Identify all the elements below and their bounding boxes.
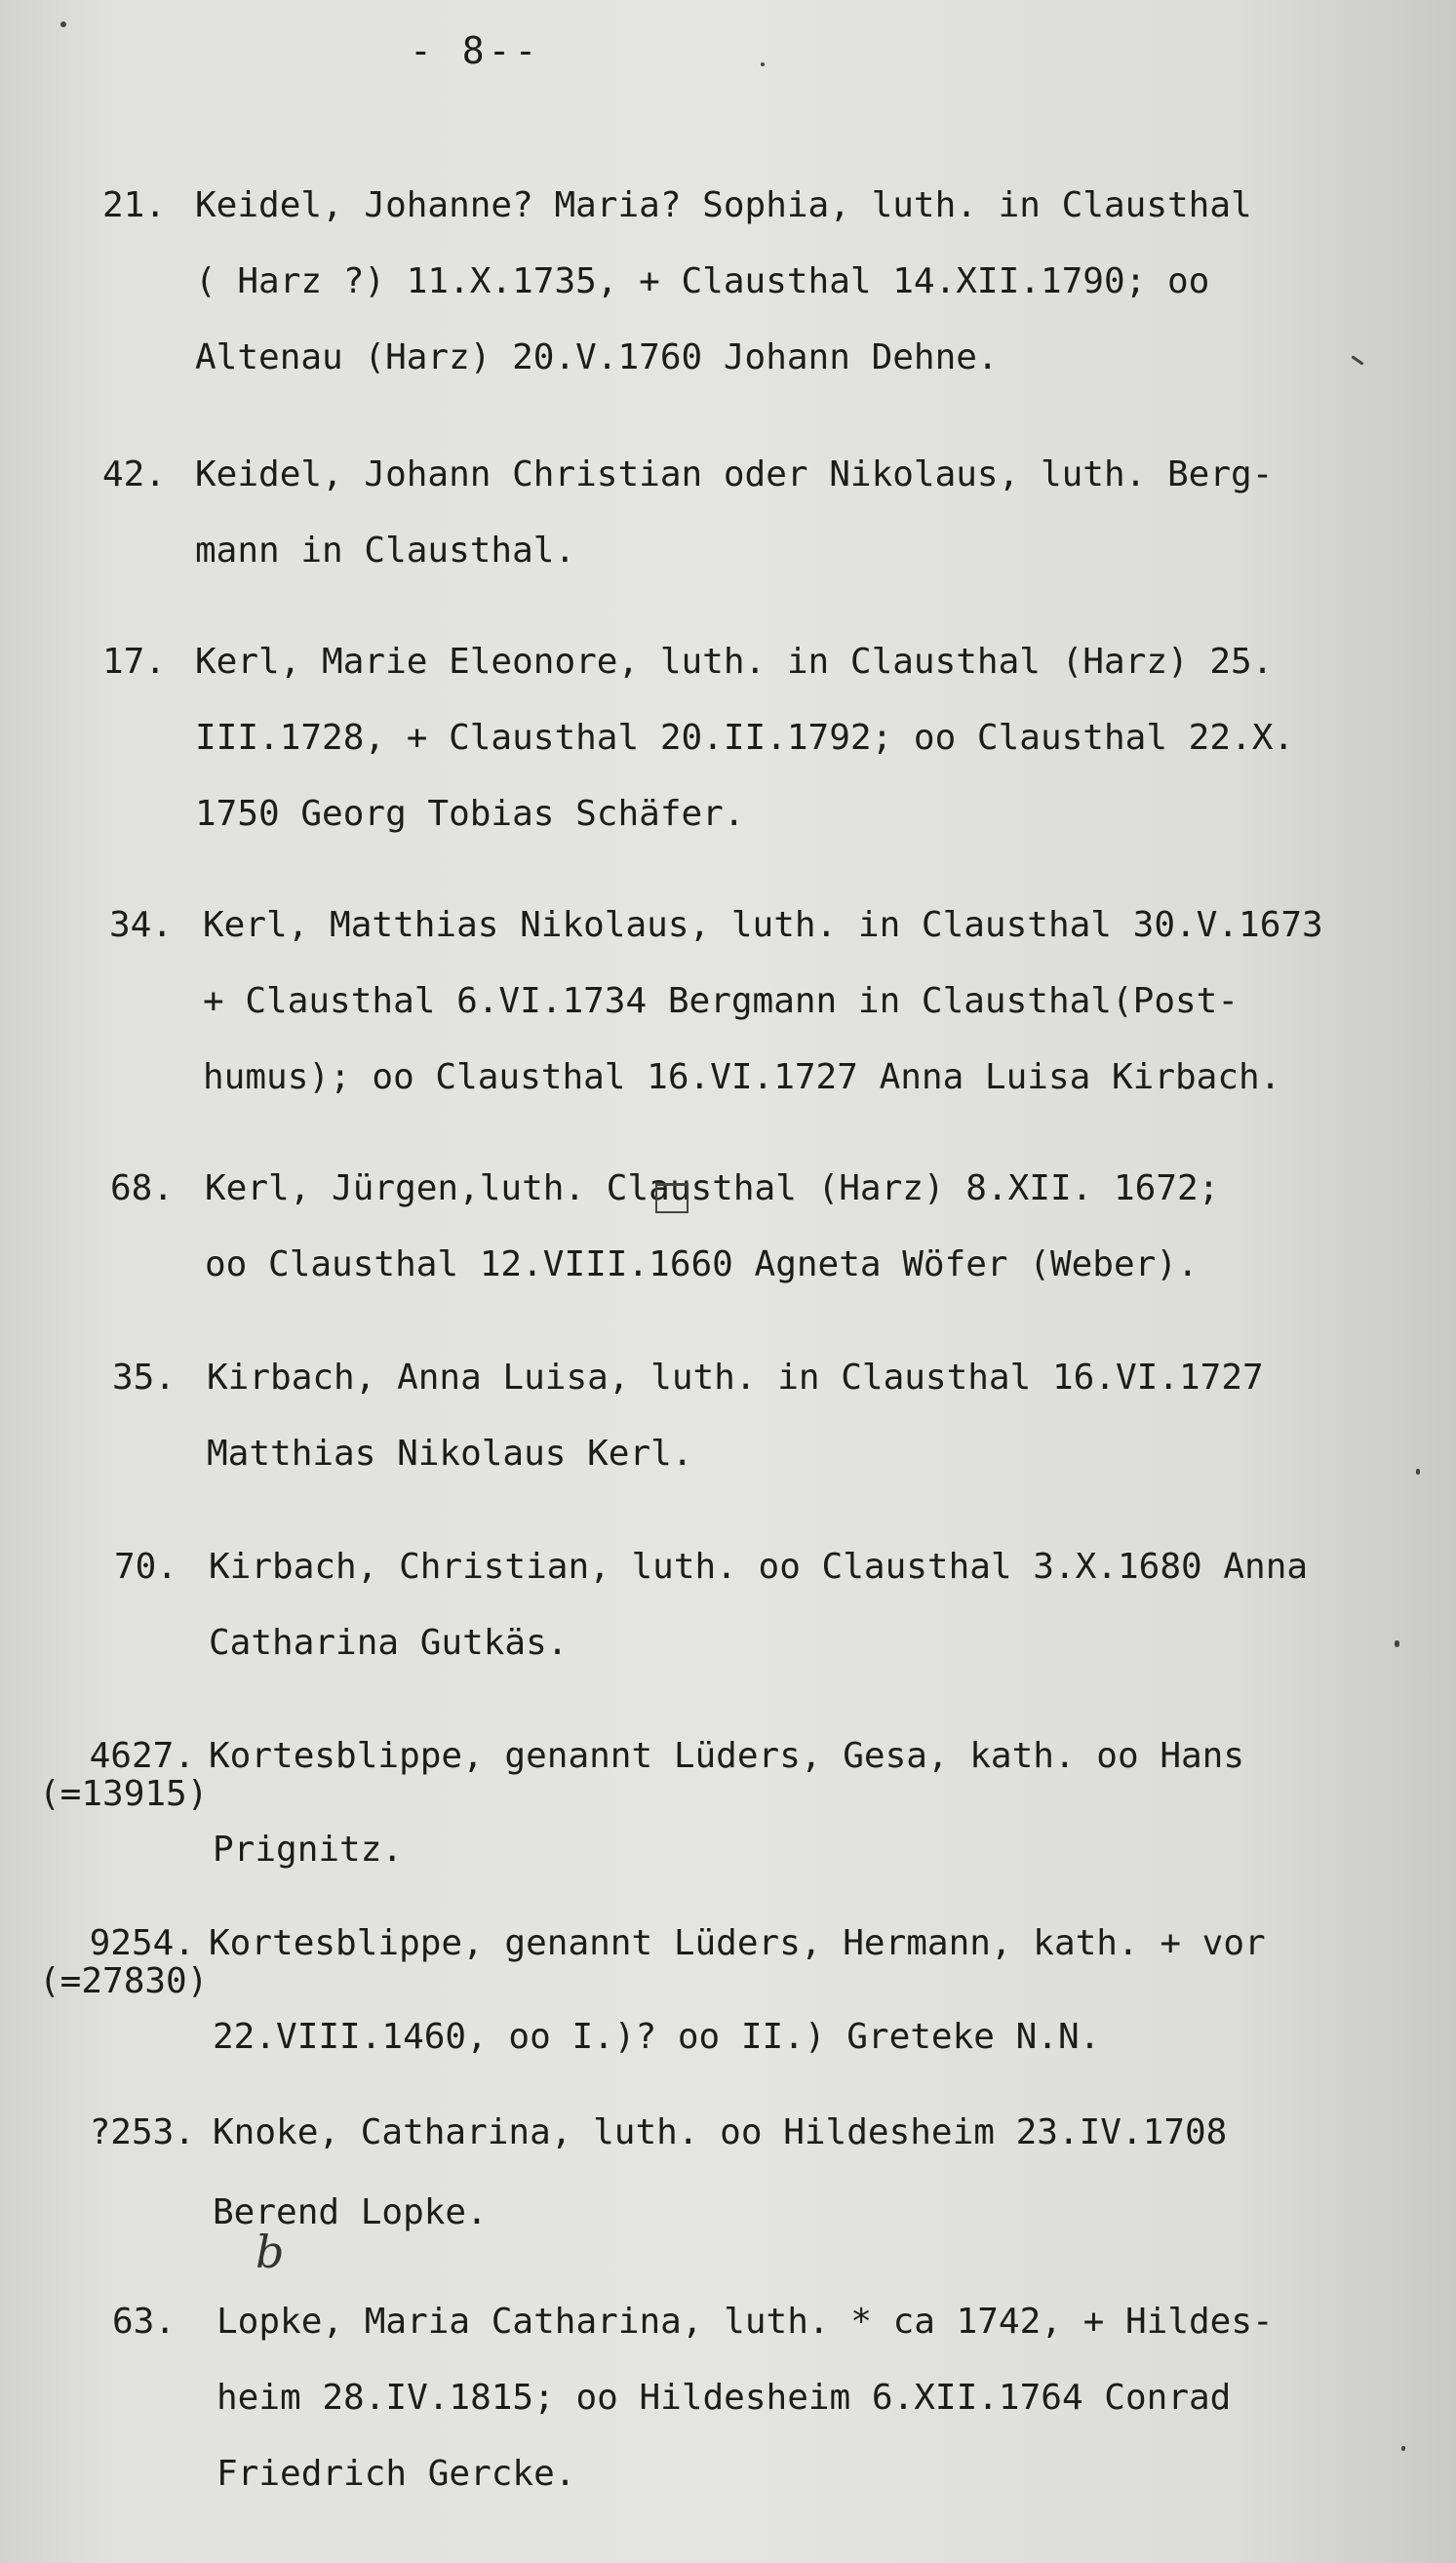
entry-line: humus); oo Clausthal 16.VI.1727 Anna Luisa Kirbach.	[203, 1057, 1281, 1097]
entry-line: Matthias Nikolaus Kerl.	[207, 1434, 693, 1474]
entry-number: 9254.	[89, 1923, 195, 1963]
speck-mark	[60, 21, 66, 27]
speck-mark	[1401, 2446, 1405, 2451]
entry-line: Keidel, Johann Christian oder Nikolaus, luth. Berg-	[195, 454, 1274, 494]
entry-line: Knoke, Catharina, luth. oo Hildesheim 23.IV.1708	[213, 2112, 1228, 2152]
entry-line: Kortesblippe, genannt Lüders, Hermann, kath. + vor	[209, 1923, 1266, 1963]
entry-line: Berend Lopke.	[213, 2192, 488, 2232]
square-symbol-icon	[655, 1183, 689, 1213]
entry-line: Keidel, Johanne? Maria? Sophia, luth. in Clausthal	[195, 185, 1252, 225]
entry-line: mann in Clausthal.	[195, 531, 576, 571]
entry-line: Prignitz.	[213, 1830, 404, 1870]
entry-line: Friedrich Gercke.	[216, 2454, 576, 2494]
speck-mark	[1351, 355, 1363, 365]
entry-number: 68.	[109, 1168, 174, 1208]
speck-mark	[761, 62, 765, 66]
entry-line: Kortesblippe, genannt Lüders, Gesa, kath. oo Hans	[209, 1736, 1245, 1776]
entry-line: Altenau (Harz) 20.V.1760 Johann Dehne.	[195, 337, 999, 377]
entry-line: ( Harz ?) 11.X.1735, + Clausthal 14.XII.1790; oo	[195, 261, 1210, 301]
entry-number: 42.	[101, 454, 166, 494]
entry-number: 21.	[101, 185, 166, 225]
entry-line: Lopke, Maria Catharina, luth. * ca 1742, + Hildes-	[216, 2302, 1274, 2342]
entry-number: 35.	[111, 1358, 176, 1398]
entry-line: 22.VIII.1460, oo I.)? oo II.) Greteke N.N.	[213, 2017, 1101, 2057]
entry-line: heim 28.IV.1815; oo Hildesheim 6.XII.1764 Conrad	[216, 2378, 1232, 2418]
entry-number: ?253.	[89, 2112, 195, 2152]
entry-number: 63.	[111, 2302, 176, 2342]
entry-line: Kerl, Jürgen,luth. Clausthal (Harz) 8.XII. 1672;	[205, 1168, 1220, 1208]
speck-mark	[1416, 1469, 1420, 1475]
entry-line: Kirbach, Anna Luisa, luth. in Clausthal 16.VI.1727	[207, 1358, 1264, 1398]
entry-line: 1750 Georg Tobias Schäfer.	[195, 794, 745, 834]
entry-number: 17.	[101, 642, 166, 682]
entry-line: Kerl, Matthias Nikolaus, luth. in Clausthal 30.V.1673	[203, 905, 1323, 945]
handwritten-note: b	[256, 2226, 285, 2278]
entry-line: Catharina Gutkäs.	[209, 1623, 569, 1663]
entry-line: III.1728, + Clausthal 20.II.1792; oo Clausthal 22.X.	[195, 718, 1295, 758]
entry-number: 34.	[108, 905, 173, 945]
entry-line: Kirbach, Christian, luth. oo Clausthal 3.X.1680 Anna	[209, 1547, 1309, 1587]
entry-line: Kerl, Marie Eleonore, luth. in Clausthal (Harz) 25.	[195, 642, 1274, 682]
page-number: - 8--	[410, 29, 541, 72]
entry-line: + Clausthal 6.VI.1734 Bergmann in Clausthal(Post-	[203, 981, 1240, 1021]
entry-number: 70.	[113, 1547, 177, 1587]
entry-number: 4627.	[89, 1736, 195, 1776]
entry-alt-number: (=27830)	[39, 1961, 209, 2001]
entry-alt-number: (=13915)	[39, 1774, 209, 1814]
speck-mark	[1395, 1640, 1399, 1647]
entry-line: oo Clausthal 12.VIII.1660 Agneta Wöfer (Weber).	[205, 1244, 1199, 1284]
